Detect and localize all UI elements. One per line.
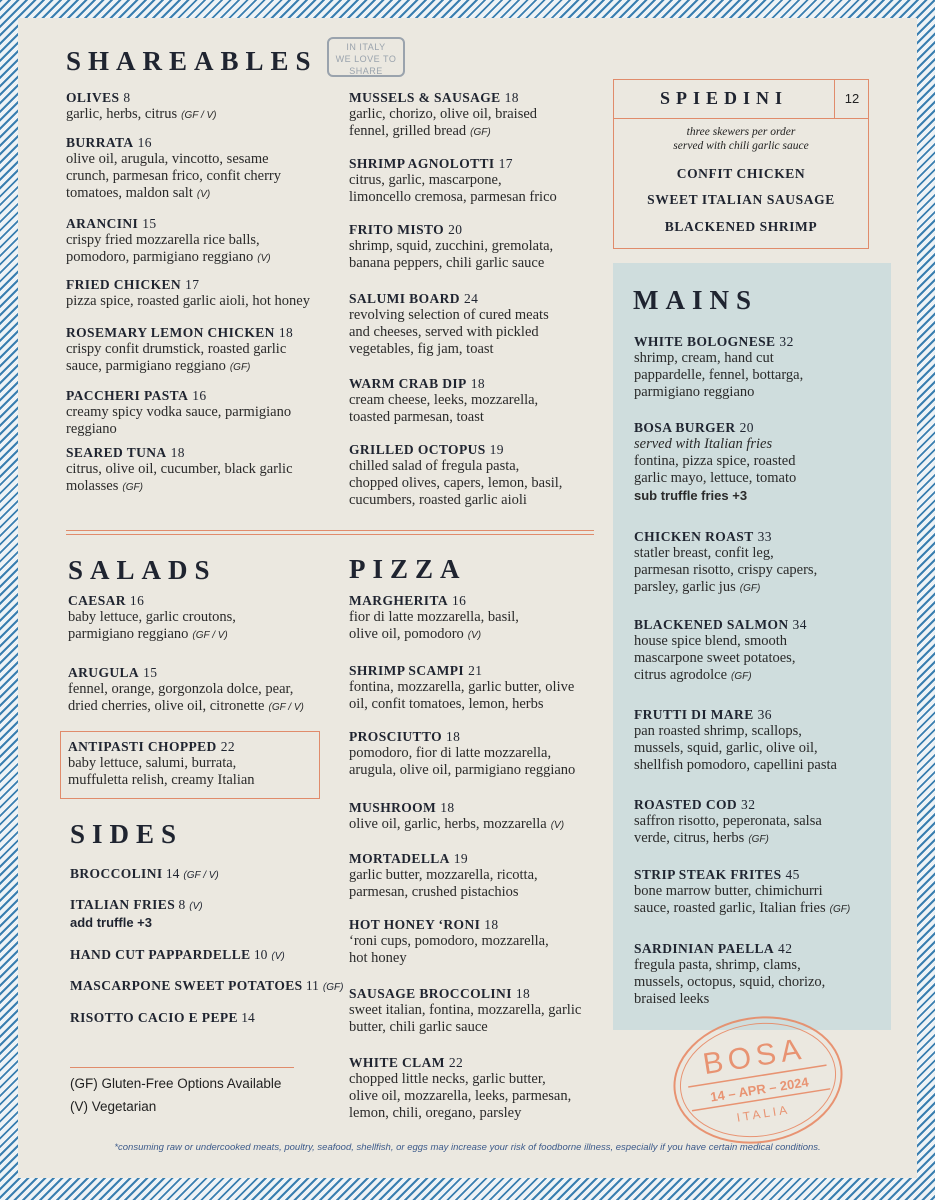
item-price: 32 — [779, 334, 794, 349]
item-description: shrimp, squid, zucchini, gremolata, — [349, 238, 554, 254]
menu-item — [349, 90, 604, 141]
item-description: parmigiano reggiano — [634, 384, 755, 400]
item-price: 34 — [792, 617, 807, 632]
item-description: chopped olives, capers, lemon, basil, — [349, 475, 563, 491]
menu-page — [18, 18, 917, 1178]
item-description: braised leeks — [634, 991, 710, 1007]
item-name — [634, 707, 889, 723]
mains-panel — [613, 263, 891, 1030]
menu-item — [68, 665, 328, 716]
menu-item — [349, 376, 604, 426]
spiedini-box — [613, 79, 869, 249]
dietary-tag: (GF / V) — [181, 110, 217, 121]
dietary-tag: (GF / V) — [183, 870, 219, 881]
item-name-text: PACCHERI PASTA — [66, 388, 189, 403]
side-item-price: 8 — [175, 897, 186, 912]
item-description: butter, chili garlic sauce — [349, 1019, 488, 1035]
item-name-text: PROSCIUTTO — [349, 729, 443, 744]
menu-item — [349, 442, 604, 509]
item-description: fontina, mozzarella, garlic butter, olive — [349, 679, 575, 695]
item-price: 16 — [192, 388, 207, 403]
menu-item — [634, 617, 889, 685]
item-name-text: BLACKENED SALMON — [634, 617, 789, 632]
footer-disclaimer: *consuming raw or undercooked meats, poultry, seafood, shellfish, or eggs may increase your risk of foodborne illness, especially if you have certain medical conditions. — [114, 1142, 821, 1153]
item-name — [634, 617, 889, 633]
item-price: 24 — [463, 291, 479, 306]
dietary-tag: (GF / V) — [192, 630, 228, 641]
item-name — [349, 729, 609, 745]
item-price: 17 — [185, 277, 200, 292]
dietary-tag: (GF) — [731, 671, 752, 682]
item-description: citrus, olive oil, cucumber, black garlic — [66, 461, 293, 477]
item-name — [349, 222, 604, 238]
item-name — [66, 277, 336, 293]
antipasti-highlight-box — [60, 731, 320, 799]
item-price: 16 — [137, 135, 152, 150]
item-price: 21 — [468, 663, 483, 678]
item-name — [349, 1055, 609, 1071]
spiedini-note-line: three skewers per order — [686, 126, 796, 138]
item-description: garlic, chorizo, olive oil, braised — [349, 106, 538, 122]
bosa-stamp — [670, 1014, 846, 1146]
item-price: 45 — [785, 867, 800, 882]
item-name — [349, 986, 609, 1002]
item-price: 18 — [470, 376, 486, 391]
side-item — [70, 897, 203, 930]
menu-item — [349, 1055, 609, 1122]
menu-item — [634, 707, 889, 774]
item-name — [349, 800, 609, 816]
item-description: dried cherries, olive oil, citronette (GF / V) — [68, 698, 304, 714]
item-price: 8 — [123, 90, 131, 105]
item-description: fennel, orange, gorgonzola dolce, pear, — [68, 681, 294, 697]
item-name-text: SALUMI BOARD — [349, 291, 460, 306]
item-name-text: OLIVES — [66, 90, 120, 105]
item-name — [66, 135, 336, 151]
item-description: baby lettuce, salumi, burrata, — [68, 755, 237, 771]
item-description: molasses (GF) — [66, 478, 143, 494]
menu-item — [634, 529, 889, 597]
item-name — [349, 442, 604, 458]
menu-item — [66, 388, 336, 438]
menu-item — [349, 729, 609, 779]
stamp-date: 14 – APR – 2024 — [709, 1074, 810, 1105]
item-description: pappardelle, fennel, bottarga, — [634, 367, 804, 383]
item-description: shellfish pomodoro, capellini pasta — [634, 757, 837, 773]
legend-v-text: (V) Vegetarian — [70, 1099, 157, 1114]
item-price: 36 — [757, 707, 772, 722]
menu-item — [349, 800, 609, 834]
item-price: 18 — [504, 90, 519, 105]
item-name-text: MARGHERITA — [349, 593, 449, 608]
item-description: saffron risotto, peperonata, salsa — [634, 813, 822, 829]
side-item-price: 14 — [237, 1010, 255, 1025]
divider-line — [66, 530, 594, 531]
item-description: limoncello cremosa, parmesan frico — [349, 189, 557, 205]
dietary-tag: (GF) — [739, 583, 761, 594]
item-name — [634, 334, 889, 350]
item-description: shrimp, cream, hand cut — [634, 350, 774, 366]
item-description: sweet italian, fontina, mozzarella, garlic — [349, 1002, 582, 1018]
item-name-text: ARANCINI — [66, 216, 139, 231]
item-price: 18 — [515, 986, 531, 1001]
item-price: 16 — [452, 593, 467, 608]
item-description: olive oil, mozzarella, leeks, parmesan, — [349, 1088, 572, 1104]
dietary-tag: (GF) — [829, 904, 851, 915]
item-price: 22 — [220, 739, 236, 754]
dietary-tag: (V) — [467, 630, 482, 641]
item-name-text: ARUGULA — [68, 665, 140, 680]
item-description: mussels, octopus, squid, chorizo, — [634, 974, 826, 990]
item-name-text: WARM CRAB DIP — [349, 376, 467, 391]
spiedini-title: SPIEDINI — [659, 88, 789, 108]
item-description: olive oil, arugula, vincotto, sesame — [66, 151, 269, 167]
dietary-tag: (V) — [196, 189, 211, 200]
share-stamp-line: SHARE — [349, 66, 383, 76]
spiedini-header — [614, 80, 868, 119]
sides-title: SIDES — [70, 819, 184, 849]
item-description: olive oil, garlic, herbs, mozzarella (V) — [349, 816, 565, 832]
item-description: crispy fried mozzarella rice balls, — [66, 232, 260, 248]
stamp-brand: BOSA — [700, 1032, 808, 1082]
item-name-text: FRUTTI DI MARE — [634, 707, 754, 722]
item-description: parmesan, crushed pistachios — [349, 884, 519, 900]
dietary-tag: (V) — [257, 253, 271, 264]
item-name-text: MUSHROOM — [349, 800, 437, 815]
item-name — [634, 529, 889, 545]
item-description: fregula pasta, shrimp, clams, — [634, 957, 801, 973]
share-stamp — [327, 37, 405, 77]
menu-item — [349, 663, 609, 713]
item-description: mussels, squid, garlic, olive oil, — [634, 740, 818, 756]
spiedini-note-line: served with chili garlic sauce — [673, 140, 809, 152]
side-item — [70, 866, 219, 882]
dietary-tag: (V) — [550, 820, 565, 831]
item-price: 15 — [143, 665, 158, 680]
spiedini-note — [614, 125, 868, 153]
dietary-tag: (V) — [271, 951, 285, 962]
menu-item — [66, 277, 336, 310]
item-price: 22 — [448, 1055, 464, 1070]
item-description: toasted parmesan, toast — [349, 409, 484, 425]
dietary-tag: (GF / V) — [268, 702, 304, 713]
item-description: oil, confit tomatoes, lemon, herbs — [349, 696, 544, 712]
menu-item — [66, 90, 336, 124]
item-name-text: MORTADELLA — [349, 851, 450, 866]
item-price: 18 — [440, 800, 455, 815]
item-name — [68, 593, 328, 609]
item-name-text: SARDINIAN PAELLA — [634, 941, 775, 956]
side-item-price: 11 — [302, 978, 319, 993]
mains-title: MAINS — [633, 285, 759, 315]
side-item-extra: add truffle +3 — [70, 915, 152, 930]
spiedini-item: BLACKENED SHRIMP — [664, 219, 818, 234]
item-price: 33 — [757, 529, 772, 544]
item-description: tomatoes, maldon salt (V) — [66, 185, 211, 201]
item-name — [66, 325, 336, 341]
share-stamp-line: WE LOVE TO — [335, 54, 397, 64]
item-description: sauce, roasted garlic, Italian fries (GF) — [634, 900, 851, 916]
item-price: 19 — [453, 851, 469, 866]
item-name — [66, 216, 336, 232]
spiedini-item: SWEET ITALIAN SAUSAGE — [647, 192, 835, 207]
side-item — [70, 947, 285, 963]
item-description: creamy spicy vodka sauce, parmigiano — [66, 404, 292, 420]
legend — [70, 1076, 281, 1114]
menu-item — [634, 797, 889, 848]
item-name-text: FRIED CHICKEN — [66, 277, 182, 292]
item-description: banana peppers, chili garlic sauce — [349, 255, 545, 271]
item-description: revolving selection of cured meats — [349, 307, 549, 323]
menu-item — [349, 851, 609, 901]
menu-item — [349, 917, 609, 967]
shareables-title: SHAREABLES — [66, 46, 318, 76]
side-item-price: 10 — [250, 947, 268, 962]
menu-item — [349, 986, 609, 1036]
item-name-text: SEARED TUNA — [66, 445, 167, 460]
item-name — [634, 867, 889, 883]
side-item — [70, 978, 343, 994]
item-name — [349, 663, 609, 679]
dietary-tag: (GF) — [470, 127, 491, 138]
menu-item — [66, 216, 336, 267]
item-description: parmigiano reggiano (GF / V) — [68, 626, 228, 642]
item-name-text: SHRIMP SCAMPI — [349, 663, 465, 678]
item-description: crunch, parmesan frico, confit cherry — [66, 168, 281, 184]
side-item-name: RISOTTO CACIO E PEPE — [70, 1010, 238, 1025]
item-name-text: BOSA BURGER — [634, 420, 736, 435]
menu-item — [349, 222, 604, 272]
side-item-name: MASCARPONE SWEET POTATOES — [70, 978, 303, 993]
item-description: cream cheese, leeks, mozzarella, — [349, 392, 539, 408]
item-description: garlic, herbs, citrus (GF / V) — [66, 106, 217, 122]
item-description: citrus, garlic, mascarpone, — [349, 172, 502, 188]
item-description: chilled salad of fregula pasta, — [349, 458, 520, 474]
item-name-text: CAESAR — [68, 593, 126, 608]
item-name — [349, 851, 609, 867]
item-price: 18 — [278, 325, 294, 340]
dietary-tag: (GF) — [322, 982, 344, 993]
item-description: baby lettuce, garlic croutons, — [68, 609, 236, 625]
item-description: ‘roni cups, pomodoro, mozzarella, — [349, 933, 549, 949]
stamp-sub: ITALIA — [735, 1102, 791, 1125]
pizza-title: PIZZA — [349, 554, 467, 584]
salads-title: SALADS — [68, 555, 217, 585]
menu-item — [634, 420, 889, 504]
share-stamp-line: IN ITALY — [346, 42, 386, 52]
item-name-text: CHICKEN ROAST — [634, 529, 754, 544]
item-description: olive oil, pomodoro (V) — [349, 626, 482, 642]
item-description: garlic butter, mozzarella, ricotta, — [349, 867, 538, 883]
item-description: chopped little necks, garlic butter, — [349, 1071, 546, 1087]
item-price: 20 — [739, 420, 754, 435]
legend-gf-text: (GF) Gluten-Free Options Available — [70, 1076, 282, 1091]
item-upgrade: sub truffle fries +3 — [634, 488, 748, 503]
item-name-text: ANTIPASTI CHOPPED — [68, 739, 217, 754]
item-name — [349, 376, 604, 392]
item-price: 18 — [170, 445, 185, 460]
item-description: pomodoro, parmigiano reggiano (V) — [66, 249, 271, 265]
item-name-text: HOT HONEY ‘RONI — [349, 917, 481, 932]
side-item-name: BROCCOLINI — [70, 866, 163, 881]
legend-rule — [70, 1067, 294, 1068]
item-name — [634, 797, 889, 813]
item-note: served with Italian fries — [634, 436, 773, 452]
menu-item — [66, 135, 336, 203]
item-description: statler breast, confit leg, — [634, 545, 774, 561]
item-description: pizza spice, roasted garlic aioli, hot honey — [66, 293, 310, 309]
menu-item — [634, 941, 889, 1008]
dietary-tag: (GF) — [229, 362, 251, 373]
item-price: 16 — [129, 593, 145, 608]
item-name-text: ROSEMARY LEMON CHICKEN — [66, 325, 275, 340]
side-item-name: HAND CUT PAPPARDELLE — [70, 947, 251, 962]
side-item-name: ITALIAN FRIES — [70, 897, 176, 912]
item-price: 32 — [741, 797, 756, 812]
legend-v — [70, 1099, 281, 1114]
item-description: garlic mayo, lettuce, tomato — [634, 470, 797, 486]
item-name — [634, 420, 889, 436]
item-description: fior di latte mozzarella, basil, — [349, 609, 519, 625]
item-name — [349, 593, 609, 609]
legend-gf — [70, 1076, 281, 1099]
menu-item — [66, 445, 336, 496]
item-name-text: WHITE BOLOGNESE — [634, 334, 776, 349]
dietary-tag: (GF) — [122, 482, 143, 493]
item-description: vegetables, fig jam, toast — [349, 341, 494, 357]
item-name-text: BURRATA — [66, 135, 134, 150]
item-description: fennel, grilled bread (GF) — [349, 123, 491, 139]
item-description: crispy confit drumstick, roasted garlic — [66, 341, 287, 357]
item-description: parmesan risotto, crispy capers, — [634, 562, 818, 578]
item-name-text: STRIP STEAK FRITES — [634, 867, 782, 882]
spiedini-items — [614, 166, 868, 235]
menu-item — [349, 593, 609, 644]
item-description: house spice blend, smooth — [634, 633, 788, 649]
menu-item — [68, 593, 328, 644]
item-description: mascarpone sweet potatoes, — [634, 650, 796, 666]
item-name — [66, 445, 336, 461]
spiedini-item: CONFIT CHICKEN — [676, 166, 806, 181]
item-description: muffuletta relish, creamy Italian — [68, 772, 255, 788]
dietary-tag: (GF) — [748, 834, 769, 845]
item-name — [66, 388, 336, 404]
item-price: 19 — [489, 442, 504, 457]
item-name-text: WHITE CLAM — [349, 1055, 445, 1070]
item-description: bone marrow butter, chimichurri — [634, 883, 823, 899]
item-description: reggiano — [66, 421, 117, 437]
item-description: citrus agrodolce (GF) — [634, 667, 752, 683]
item-name — [634, 941, 889, 957]
menu-item — [66, 325, 336, 376]
menu-item — [634, 334, 889, 401]
item-price: 17 — [498, 156, 513, 171]
menu-item — [349, 291, 604, 358]
item-description: parsley, garlic jus (GF) — [634, 579, 761, 595]
spiedini-price: 12 — [834, 80, 869, 118]
divider-line — [66, 534, 594, 535]
item-name-text: ROASTED COD — [634, 797, 738, 812]
item-name-text: SAUSAGE BROCCOLINI — [349, 986, 512, 1001]
menu-item — [634, 867, 889, 918]
item-description: cucumbers, roasted garlic aioli — [349, 492, 527, 508]
item-description: pomodoro, fior di latte mozzarella, — [349, 745, 552, 761]
item-price: 15 — [142, 216, 157, 231]
item-description: arugula, olive oil, parmigiano reggiano — [349, 762, 576, 778]
side-item — [70, 1010, 255, 1026]
menu-item — [349, 156, 604, 206]
item-name — [66, 90, 336, 106]
item-name — [68, 665, 328, 681]
item-name — [349, 291, 604, 307]
item-description: sauce, parmigiano reggiano (GF) — [66, 358, 251, 374]
item-description: pan roasted shrimp, scallops, — [634, 723, 802, 739]
item-description: hot honey — [349, 950, 407, 966]
item-price: 20 — [448, 222, 463, 237]
item-price: 18 — [484, 917, 499, 932]
item-name-text: GRILLED OCTOPUS — [349, 442, 486, 457]
item-name — [349, 156, 604, 172]
item-description: and cheeses, served with pickled — [349, 324, 539, 340]
item-price: 42 — [778, 941, 793, 956]
item-description: fontina, pizza spice, roasted — [634, 453, 796, 469]
item-name — [349, 917, 609, 933]
side-item-price: 14 — [162, 866, 180, 881]
item-name-text: FRITO MISTO — [349, 222, 445, 237]
dietary-tag: (V) — [189, 901, 203, 912]
item-name-text: SHRIMP AGNOLOTTI — [349, 156, 495, 171]
item-price: 18 — [446, 729, 461, 744]
item-description: lemon, chili, oregano, parsley — [349, 1105, 522, 1121]
item-name-text: MUSSELS & SAUSAGE — [349, 90, 501, 105]
item-name — [349, 90, 604, 106]
item-description: verde, citrus, herbs (GF) — [634, 830, 769, 846]
